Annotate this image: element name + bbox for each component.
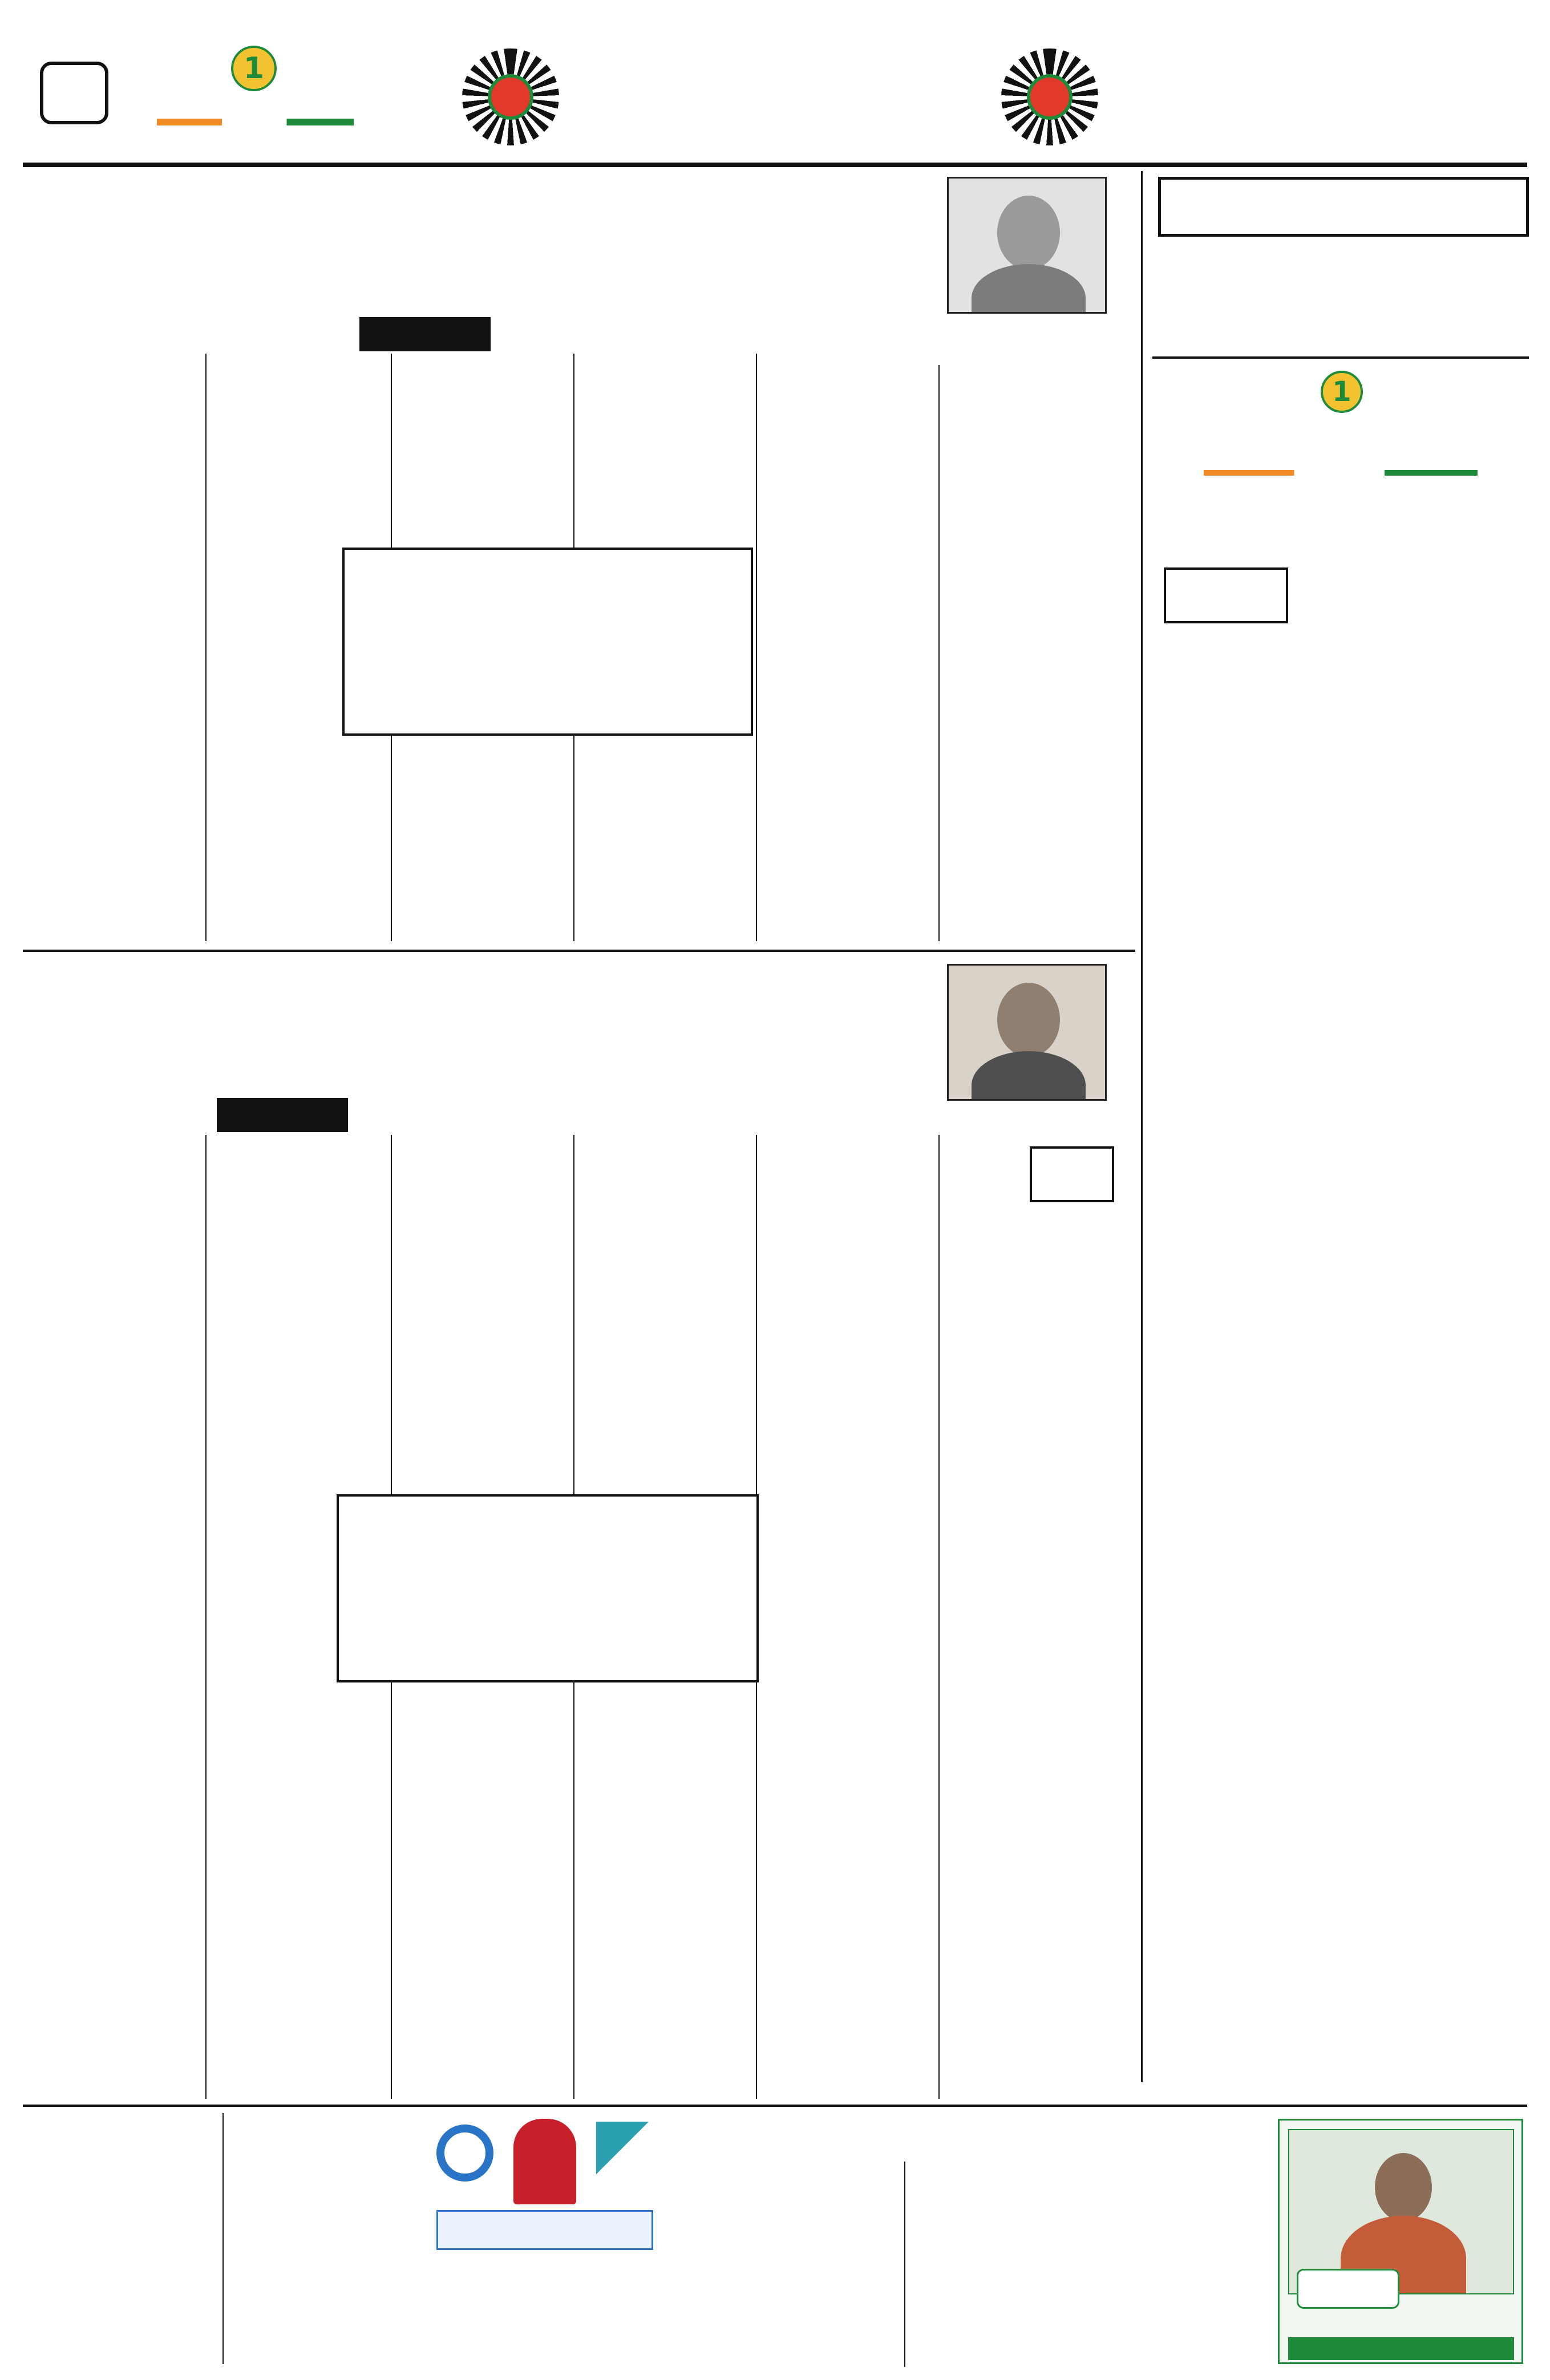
sunburst-emblem-left xyxy=(462,48,559,145)
article2-column-1 xyxy=(947,1141,1118,2099)
article1-column-2 xyxy=(764,354,933,941)
article1-tag xyxy=(359,317,491,351)
letter2-text-b xyxy=(34,2113,217,2284)
aaina-caption xyxy=(1288,2337,1514,2360)
masthead xyxy=(0,0,1550,171)
sunburst-emblem-right xyxy=(1001,48,1098,145)
aqwal-title xyxy=(1158,177,1529,237)
article1-column-4b xyxy=(399,744,568,941)
letters-section-title xyxy=(436,2210,653,2250)
article2-column-2 xyxy=(764,1135,933,1477)
article1-column-6 xyxy=(31,354,200,913)
article1-column-4 xyxy=(399,354,568,548)
article2-author-photo xyxy=(947,964,1107,1101)
logo-one-emblem: 1 xyxy=(231,46,277,91)
article1-column-3b xyxy=(582,744,750,941)
logo-wordmark xyxy=(157,119,354,125)
letter1-text-b xyxy=(670,2113,899,2301)
ie-logo-icon xyxy=(436,2124,493,2182)
letters-notice xyxy=(34,2336,217,2367)
article1-pullquote xyxy=(342,548,753,736)
page-number-box xyxy=(40,62,108,124)
masthead-rule xyxy=(23,163,1527,167)
article2-column-6 xyxy=(31,1135,200,2059)
article2-pullquote xyxy=(337,1494,759,1682)
aqwal-item-1 xyxy=(1158,240,1523,297)
sahara-logo-small xyxy=(145,46,365,148)
letters-graphic xyxy=(425,2113,665,2278)
india-column-logo: 1 xyxy=(1187,371,1495,485)
article1-author-photo xyxy=(947,177,1107,314)
india-column-text xyxy=(1158,565,1523,2047)
article2-column-3b xyxy=(582,1691,750,2099)
article2-column-2b xyxy=(764,1691,933,2099)
mailbox-icon xyxy=(513,2119,576,2204)
article1-column-3 xyxy=(582,354,750,548)
article2-tag xyxy=(217,1098,348,1132)
article1-column-1 xyxy=(947,365,1118,941)
letter2-text xyxy=(231,2162,419,2361)
aaina-box xyxy=(1278,2119,1523,2364)
aqwal-item-2 xyxy=(1158,299,1523,356)
article2-column-3 xyxy=(582,1135,750,1477)
letter1-text xyxy=(913,2162,1266,2355)
quill-icon xyxy=(596,2122,653,2196)
aaina-title xyxy=(1297,2269,1399,2309)
